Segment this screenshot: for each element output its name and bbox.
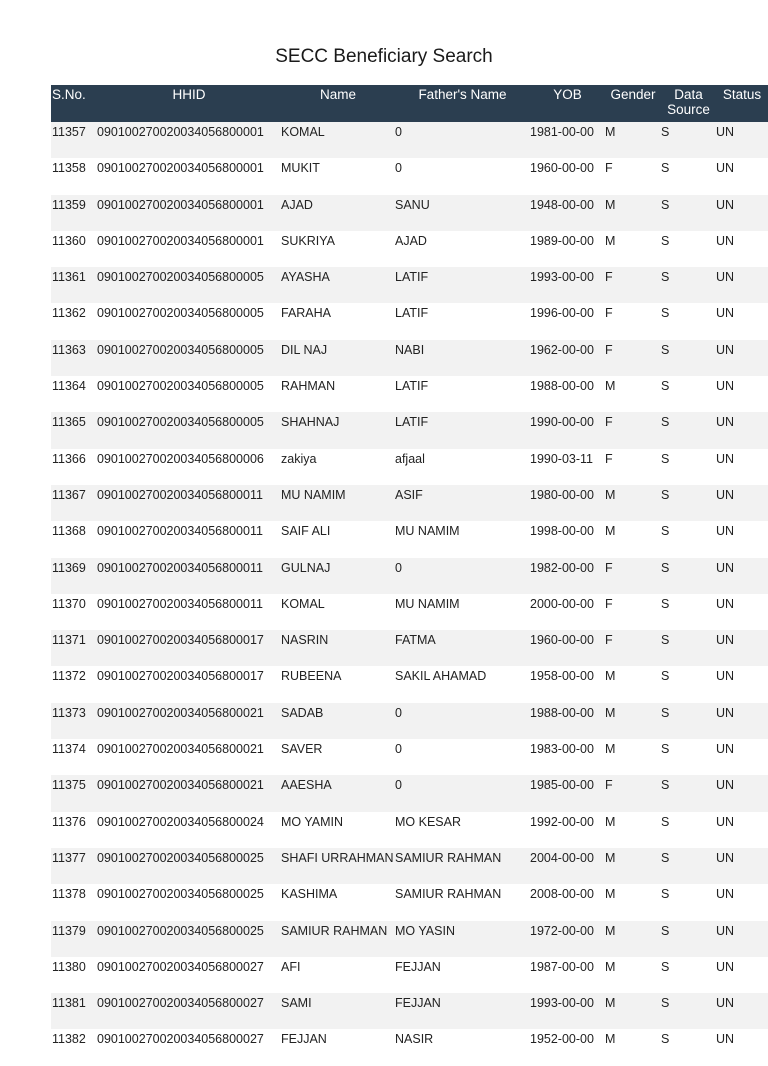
cell-yob: 1989-00-00 [530, 233, 594, 248]
cell-yob: 1992-00-00 [530, 814, 594, 829]
cell-sno: 11364 [52, 379, 86, 394]
cell-data-source: S [661, 742, 670, 757]
cell-status: UN [716, 125, 735, 139]
cell-name: FARAHA [281, 306, 332, 321]
table-row[interactable] [51, 848, 768, 884]
cell-data-source: S [661, 125, 670, 139]
cell-status: UN [716, 923, 735, 938]
cell-hhid: 090100270020034056800017 [97, 669, 264, 684]
cell-sno: 11362 [52, 306, 86, 321]
cell-data-source: S [661, 778, 670, 793]
table-row[interactable] [51, 485, 768, 521]
cell-sno: 11360 [52, 233, 86, 248]
cell-yob: 1993-00-00 [530, 270, 594, 285]
cell-sno: 11365 [52, 415, 86, 430]
cell-hhid: 090100270020034056800005 [97, 342, 264, 357]
cell-data-source: S [661, 306, 670, 321]
cell-gender: M [605, 487, 616, 502]
table-row[interactable] [51, 195, 768, 231]
header-data-source[interactable]: Data Source [667, 87, 710, 117]
cell-data-source: S [661, 342, 670, 357]
header-yob[interactable]: YOB [553, 87, 582, 102]
cell-name: AYASHA [281, 270, 330, 285]
cell-data-source: S [661, 669, 670, 684]
cell-yob: 1988-00-00 [530, 705, 594, 720]
cell-data-source: S [661, 1032, 670, 1047]
header-row [51, 85, 768, 122]
cell-data-source: S [661, 596, 670, 611]
table-body [51, 122, 768, 1066]
cell-yob: 1987-00-00 [530, 959, 594, 974]
cell-yob: 1988-00-00 [530, 379, 594, 394]
cell-data-source: S [661, 524, 670, 539]
cell-data-source: S [661, 233, 670, 248]
cell-hhid: 090100270020034056800005 [97, 270, 264, 285]
cell-gender: F [605, 596, 613, 611]
table-row[interactable] [51, 267, 768, 303]
cell-name: FEJJAN [281, 1032, 327, 1047]
cell-father-name: 0 [395, 778, 402, 793]
table-row[interactable] [51, 812, 768, 848]
cell-data-source: S [661, 959, 670, 974]
cell-status: UN [716, 306, 735, 321]
cell-father-name: LATIF [395, 415, 429, 430]
cell-gender: M [605, 125, 616, 139]
cell-father-name: NABI [395, 342, 425, 357]
cell-gender: M [605, 959, 616, 974]
cell-father-name: FEJJAN [395, 996, 441, 1011]
cell-status: UN [716, 850, 735, 865]
cell-sno: 11371 [52, 633, 86, 648]
cell-father-name: SAMIUR RAHMAN [395, 887, 502, 902]
cell-status: UN [716, 596, 735, 611]
cell-father-name: FEJJAN [395, 959, 441, 974]
cell-father-name: afjaal [395, 451, 425, 466]
cell-sno: 11361 [52, 270, 86, 285]
cell-father-name: MU NAMIM [395, 596, 460, 611]
cell-father-name: 0 [395, 161, 402, 176]
table-row[interactable] [51, 666, 768, 702]
cell-name: KASHIMA [281, 887, 338, 902]
cell-name: MUKIT [281, 161, 320, 176]
cell-gender: M [605, 742, 616, 757]
cell-status: UN [716, 742, 735, 757]
cell-sno: 11373 [52, 705, 86, 720]
cell-father-name: 0 [395, 560, 402, 575]
cell-status: UN [716, 161, 735, 176]
header-hhid[interactable]: HHID [172, 87, 206, 102]
cell-yob: 1996-00-00 [530, 306, 594, 321]
cell-hhid: 090100270020034056800001 [97, 161, 264, 176]
cell-hhid: 090100270020034056800011 [97, 487, 263, 502]
cell-data-source: S [661, 560, 670, 575]
table-row[interactable] [51, 921, 768, 957]
cell-name: NASRIN [281, 633, 329, 648]
cell-name: DIL NAJ [281, 342, 328, 357]
cell-hhid: 090100270020034056800001 [97, 125, 264, 139]
cell-sno: 11382 [52, 1032, 86, 1047]
cell-sno: 11372 [52, 669, 86, 684]
table-row[interactable] [51, 158, 768, 194]
header-gender[interactable]: Gender [610, 87, 656, 102]
cell-gender: M [605, 233, 616, 248]
cell-name: MO YAMIN [281, 814, 344, 829]
cell-status: UN [716, 415, 735, 430]
cell-yob: 1952-00-00 [530, 1032, 594, 1047]
header-name[interactable]: Name [319, 87, 356, 102]
cell-yob: 1993-00-00 [530, 996, 594, 1011]
cell-gender: M [605, 1032, 616, 1047]
cell-yob: 1962-00-00 [530, 342, 594, 357]
cell-sno: 11369 [52, 560, 86, 575]
cell-sno: 11370 [52, 596, 86, 611]
cell-name: SUKRIYA [281, 233, 335, 248]
cell-yob: 1960-00-00 [530, 161, 594, 176]
cell-sno: 11380 [52, 959, 86, 974]
cell-father-name: 0 [395, 742, 402, 757]
cell-status: UN [716, 342, 735, 357]
cell-gender: M [605, 887, 616, 902]
cell-status: UN [716, 560, 735, 575]
cell-father-name: SAKIL AHAMAD [395, 669, 487, 684]
cell-name: SAMIUR RAHMAN [281, 923, 388, 938]
cell-father-name: LATIF [395, 270, 429, 285]
cell-status: UN [716, 669, 735, 684]
header-status[interactable]: Status [722, 87, 762, 102]
cell-sno: 11367 [52, 487, 86, 502]
cell-hhid: 090100270020034056800006 [97, 451, 264, 466]
cell-hhid: 090100270020034056800025 [97, 923, 264, 938]
cell-data-source: S [661, 633, 670, 648]
cell-name: RUBEENA [281, 669, 342, 684]
cell-status: UN [716, 996, 735, 1011]
cell-father-name: 0 [395, 125, 402, 139]
cell-hhid: 090100270020034056800011 [97, 524, 263, 539]
cell-data-source: S [661, 161, 670, 176]
cell-gender: M [605, 996, 616, 1011]
page-title: SECC Beneficiary Search [275, 46, 493, 67]
table-row[interactable] [51, 449, 768, 485]
cell-sno: 11381 [52, 996, 86, 1011]
cell-name: KOMAL [281, 596, 325, 611]
table-row[interactable] [51, 703, 768, 739]
cell-status: UN [716, 887, 735, 902]
cell-status: UN [716, 233, 735, 248]
cell-sno: 11368 [52, 524, 86, 539]
cell-father-name: SAMIUR RAHMAN [395, 850, 502, 865]
header-sno[interactable]: S.No. [52, 87, 86, 102]
cell-gender: M [605, 814, 616, 829]
table-row[interactable] [51, 884, 768, 920]
cell-yob: 1960-00-00 [530, 633, 594, 648]
cell-hhid: 090100270020034056800005 [97, 306, 264, 321]
cell-yob: 1982-00-00 [530, 560, 594, 575]
cell-yob: 2004-00-00 [530, 850, 594, 865]
cell-father-name: MU NAMIM [395, 524, 460, 539]
cell-hhid: 090100270020034056800005 [97, 415, 264, 430]
cell-hhid: 090100270020034056800025 [97, 850, 264, 865]
cell-sno: 11366 [52, 451, 86, 466]
table-row[interactable] [51, 303, 768, 339]
cell-yob: 2008-00-00 [530, 887, 594, 902]
cell-name: AAESHA [281, 778, 332, 793]
cell-gender: M [605, 669, 616, 684]
cell-gender: F [605, 270, 613, 285]
cell-yob: 1998-00-00 [530, 524, 594, 539]
cell-hhid: 090100270020034056800027 [97, 959, 264, 974]
cell-sno: 11377 [52, 850, 86, 865]
table-row[interactable] [51, 558, 768, 594]
cell-data-source: S [661, 850, 670, 865]
cell-gender: F [605, 451, 613, 466]
table-row[interactable] [51, 739, 768, 775]
cell-yob: 1990-00-00 [530, 415, 594, 430]
cell-name: GULNAJ [281, 560, 331, 575]
table-row[interactable] [51, 1029, 768, 1065]
cell-data-source: S [661, 487, 670, 502]
table-row[interactable] [51, 412, 768, 448]
cell-gender: M [605, 524, 616, 539]
cell-sno: 11376 [52, 814, 86, 829]
table-header [51, 85, 768, 122]
cell-gender: M [605, 705, 616, 720]
cell-hhid: 090100270020034056800017 [97, 633, 264, 648]
cell-hhid: 090100270020034056800021 [97, 705, 264, 720]
cell-yob: 1948-00-00 [530, 197, 594, 212]
cell-hhid: 090100270020034056800001 [97, 197, 264, 212]
cell-name: SAMI [281, 996, 312, 1011]
cell-gender: M [605, 197, 616, 212]
cell-sno: 11379 [52, 923, 86, 938]
cell-status: UN [716, 814, 735, 829]
cell-yob: 1985-00-00 [530, 778, 594, 793]
cell-gender: F [605, 306, 613, 321]
cell-sno: 11359 [52, 197, 86, 212]
cell-yob: 1981-00-00 [530, 125, 594, 139]
cell-status: UN [716, 524, 735, 539]
cell-hhid: 090100270020034056800001 [97, 233, 264, 248]
cell-data-source: S [661, 270, 670, 285]
cell-data-source: S [661, 415, 670, 430]
cell-sno: 11357 [52, 125, 86, 139]
cell-gender: F [605, 161, 613, 176]
cell-father-name: LATIF [395, 306, 429, 321]
cell-name: zakiya [281, 451, 317, 466]
cell-father-name: AJAD [395, 233, 427, 248]
cell-status: UN [716, 1032, 735, 1047]
cell-hhid: 090100270020034056800011 [97, 596, 263, 611]
table-row[interactable] [51, 594, 768, 630]
cell-hhid: 090100270020034056800024 [97, 814, 264, 829]
cell-name: SAVER [281, 742, 323, 757]
table-row[interactable] [51, 231, 768, 267]
cell-yob: 1972-00-00 [530, 923, 594, 938]
cell-name: AJAD [281, 197, 313, 212]
cell-yob: 1980-00-00 [530, 487, 594, 502]
cell-data-source: S [661, 705, 670, 720]
cell-father-name: FATMA [395, 633, 436, 648]
table-row[interactable] [51, 340, 768, 376]
cell-name: KOMAL [281, 125, 325, 139]
cell-yob: 1990-03-11 [530, 451, 594, 466]
cell-data-source: S [661, 197, 670, 212]
cell-status: UN [716, 633, 735, 648]
cell-gender: F [605, 415, 613, 430]
cell-data-source: S [661, 451, 670, 466]
table-row[interactable] [51, 957, 768, 993]
cell-yob: 1958-00-00 [530, 669, 594, 684]
cell-hhid: 090100270020034056800025 [97, 887, 264, 902]
cell-status: UN [716, 270, 735, 285]
cell-father-name: NASIR [395, 1032, 434, 1047]
cell-data-source: S [661, 996, 670, 1011]
table-row[interactable] [51, 775, 768, 811]
cell-father-name: 0 [395, 705, 402, 720]
cell-data-source: S [661, 923, 670, 938]
cell-gender: F [605, 633, 613, 648]
cell-gender: M [605, 379, 616, 394]
cell-status: UN [716, 959, 735, 974]
cell-hhid: 090100270020034056800011 [97, 560, 263, 575]
cell-data-source: S [661, 379, 670, 394]
cell-name: SHAFI URRAHMAN [281, 850, 394, 865]
cell-father-name: MO YASIN [395, 923, 455, 938]
cell-name: SADAB [281, 705, 324, 720]
table-row[interactable] [51, 376, 768, 412]
cell-status: UN [716, 379, 735, 394]
cell-gender: M [605, 923, 616, 938]
cell-name: MU NAMIM [281, 487, 346, 502]
cell-hhid: 090100270020034056800021 [97, 742, 264, 757]
cell-father-name: LATIF [395, 379, 429, 394]
cell-hhid: 090100270020034056800027 [97, 1032, 264, 1047]
cell-name: SAIF ALI [281, 524, 331, 539]
cell-father-name: SANU [395, 197, 430, 212]
cell-yob: 2000-00-00 [530, 596, 594, 611]
cell-hhid: 090100270020034056800021 [97, 778, 264, 793]
cell-name: RAHMAN [281, 379, 336, 394]
cell-name: AFI [281, 959, 301, 974]
cell-gender: F [605, 778, 613, 793]
cell-data-source: S [661, 814, 670, 829]
cell-status: UN [716, 778, 735, 793]
cell-father-name: ASIF [395, 487, 423, 502]
cell-status: UN [716, 197, 735, 212]
table-row[interactable] [51, 521, 768, 557]
cell-name: SHAHNAJ [281, 415, 340, 430]
cell-hhid: 090100270020034056800027 [97, 996, 264, 1011]
table-row[interactable] [51, 630, 768, 666]
cell-sno: 11358 [52, 161, 86, 176]
cell-gender: M [605, 850, 616, 865]
cell-yob: 1983-00-00 [530, 742, 594, 757]
cell-status: UN [716, 705, 735, 720]
cell-sno: 11375 [52, 778, 86, 793]
cell-hhid: 090100270020034056800005 [97, 379, 264, 394]
table-row[interactable] [51, 122, 768, 158]
cell-gender: F [605, 560, 613, 575]
cell-status: UN [716, 451, 735, 466]
cell-sno: 11378 [52, 887, 86, 902]
cell-data-source: S [661, 887, 670, 902]
cell-sno: 11374 [52, 742, 86, 757]
cell-status: UN [716, 487, 735, 502]
beneficiary-table [51, 85, 768, 1066]
cell-gender: F [605, 342, 613, 357]
cell-father-name: MO KESAR [395, 814, 461, 829]
cell-sno: 11363 [52, 342, 86, 357]
header-father-name[interactable]: Father's Name [418, 87, 507, 102]
